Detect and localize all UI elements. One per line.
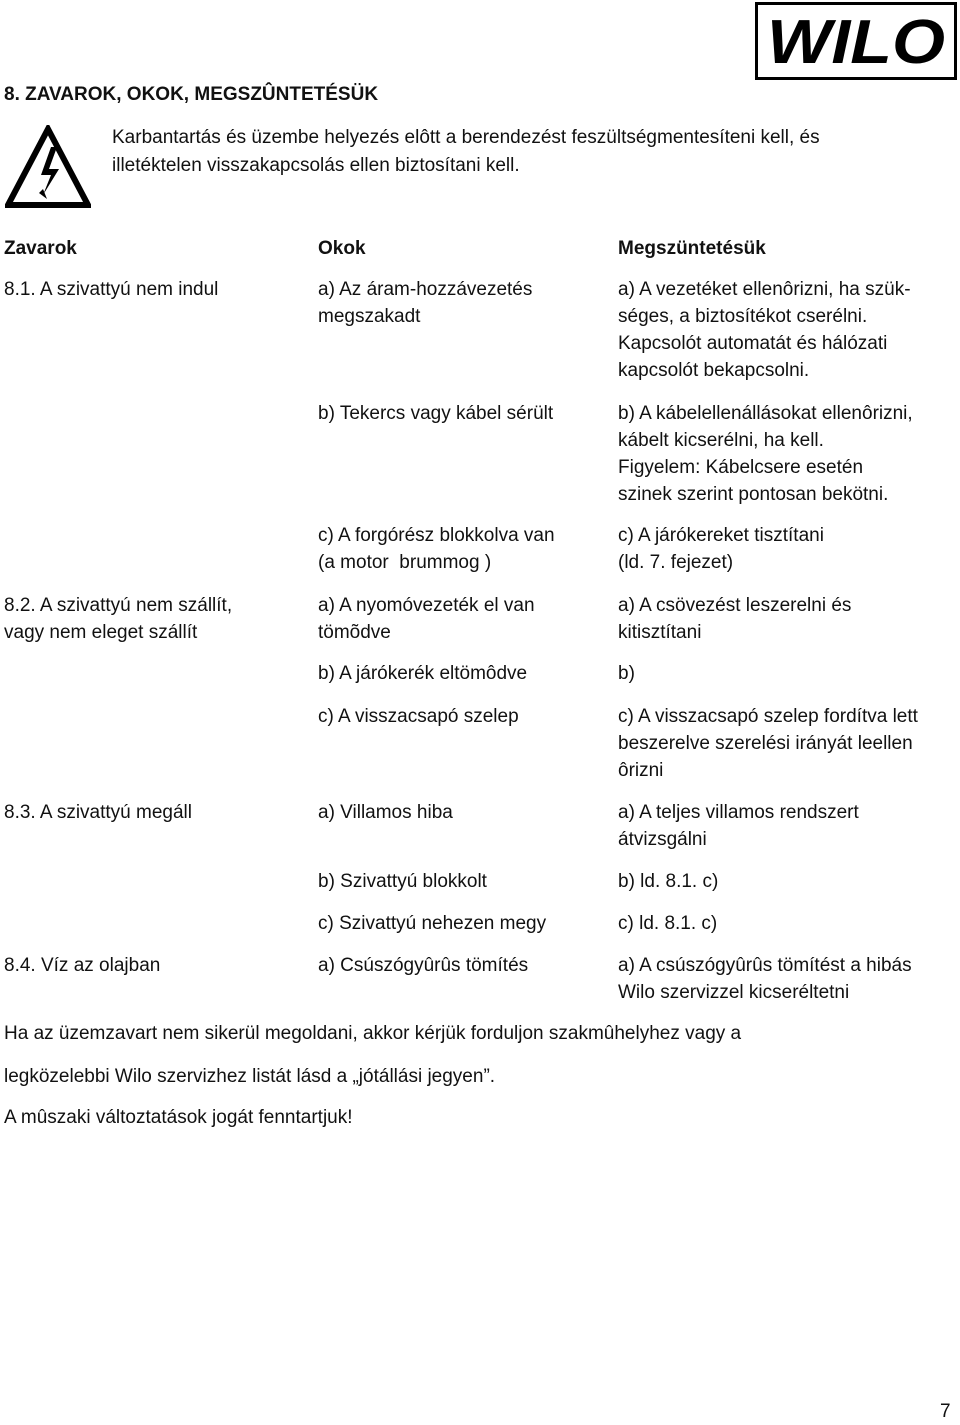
remedy-cell — [618, 868, 718, 895]
fault-cell — [4, 952, 160, 979]
remedy-text: b) ld. 8.1. c) — [618, 871, 719, 892]
footer-note-line: legközelebbi Wilo szervizhez listát lásd a „jótállási jegyen”. — [4, 1066, 496, 1087]
cause-cell — [318, 910, 546, 937]
cause-text: b) A járókerék eltömôdve — [318, 663, 528, 684]
fault-cell — [4, 276, 218, 303]
remedy-cell — [618, 400, 913, 508]
remedy-text: ôrizni — [618, 760, 664, 781]
cause-text: b) Tekercs vagy kábel sérült — [318, 403, 554, 424]
remedy-cell — [618, 952, 912, 1006]
footer-disclaimer: A mûszaki változtatások jogát fenntartjuk! — [4, 1107, 353, 1128]
remedy-cell — [618, 703, 918, 784]
remedy-text: c) A járókereket tisztítani — [618, 525, 824, 546]
header-remedies: Megszüntetésük — [618, 238, 766, 259]
cause-cell — [318, 660, 527, 687]
remedy-text: b) — [618, 663, 635, 684]
wilo-logo-graphic — [758, 5, 954, 77]
remedy-text: Kapcsolót automatát és hálózati — [618, 333, 888, 354]
remedy-text: c) A visszacsapó szelep fordítva lett — [618, 706, 918, 727]
cause-cell — [318, 868, 487, 895]
cause-cell — [318, 276, 532, 330]
remedy-text: a) A teljes villamos rendszert — [618, 802, 859, 823]
remedy-text: kábelt kicserélni, ha kell. — [618, 430, 824, 451]
high-voltage-warning-icon — [5, 125, 91, 209]
cause-text: c) Szivattyú nehezen megy — [318, 913, 547, 934]
cause-cell — [318, 703, 519, 730]
cause-text: tömõdve — [318, 622, 391, 643]
logo-text: WILO — [767, 8, 945, 77]
fault-text: 8.3. A szivattyú megáll — [4, 802, 192, 823]
remedy-text: a) A vezetéket ellenôrizni, ha szük- — [618, 279, 911, 300]
remedy-text: Figyelem: Kábelcsere esetén — [618, 457, 864, 478]
wilo-logo — [755, 2, 957, 80]
section-heading: 8. ZAVAROK, OKOK, MEGSZÛNTETÉSÜK — [4, 84, 379, 105]
header-causes: Okok — [318, 238, 366, 259]
warning-line: illetéktelen visszakapcsolás ellen biztosítani kell. — [112, 155, 520, 176]
remedy-text: kitisztítani — [618, 622, 702, 643]
remedy-text: a) A csúszógyûrûs tömítést a hibás — [618, 955, 912, 976]
warning-text — [112, 124, 922, 180]
remedy-text: b) A kábelellenállásokat ellenôrizni, — [618, 403, 913, 424]
remedy-text: séges, a biztosítékot cserélni. — [618, 306, 868, 327]
remedy-cell — [618, 910, 717, 937]
fault-text: vagy nem eleget szállít — [4, 622, 198, 643]
cause-text: a) Az áram-hozzávezetés — [318, 279, 533, 300]
remedy-text: a) A csövezést leszerelni és — [618, 595, 852, 616]
cause-text: a) Csúszógyûrûs tömítés — [318, 955, 529, 976]
cause-text: c) A visszacsapó szelep — [318, 706, 519, 727]
remedy-text: c) ld. 8.1. c) — [618, 913, 718, 934]
cause-text: megszakadt — [318, 306, 421, 327]
remedy-text: kapcsolót bekapcsolni. — [618, 360, 810, 381]
cause-text: c) A forgórész blokkolva van — [318, 525, 555, 546]
remedy-text: szinek szerint pontosan bekötni. — [618, 484, 889, 505]
page-number: 7 — [940, 1401, 951, 1422]
warning-line: Karbantartás és üzembe helyezés elôtt a berendezést feszültségmentesíteni kell, és — [112, 127, 820, 148]
cause-text: b) Szivattyú blokkolt — [318, 871, 487, 892]
remedy-cell — [618, 276, 911, 384]
remedy-text: (ld. 7. fejezet) — [618, 552, 734, 573]
cause-cell — [318, 592, 535, 646]
fault-text: 8.4. Víz az olajban — [4, 955, 161, 976]
remedy-text: átvizsgálni — [618, 829, 707, 850]
remedy-cell — [618, 592, 851, 646]
fault-cell — [4, 592, 232, 646]
cause-cell — [318, 799, 453, 826]
footer-note-line: Ha az üzemzavart nem sikerül megoldani, akkor kérjük forduljon szakmûhelyhez vagy a — [4, 1023, 742, 1044]
fault-cell — [4, 799, 192, 826]
cause-text: (a motor brummog ) — [318, 552, 492, 573]
cause-text: a) A nyomóvezeték el van — [318, 595, 535, 616]
cause-cell — [318, 522, 555, 576]
cause-text: a) Villamos hiba — [318, 802, 453, 823]
cause-cell — [318, 952, 528, 979]
fault-text: 8.1. A szivattyú nem indul — [4, 279, 219, 300]
cause-cell — [318, 400, 553, 427]
fault-text: 8.2. A szivattyú nem szállít, — [4, 595, 233, 616]
remedy-cell — [618, 799, 859, 853]
remedy-cell — [618, 522, 824, 576]
remedy-text: beszerelve szerelési irányát leellen — [618, 733, 913, 754]
remedy-cell — [618, 660, 635, 687]
header-faults: Zavarok — [4, 238, 77, 259]
remedy-text: Wilo szervizzel kicseréltetni — [618, 982, 850, 1003]
